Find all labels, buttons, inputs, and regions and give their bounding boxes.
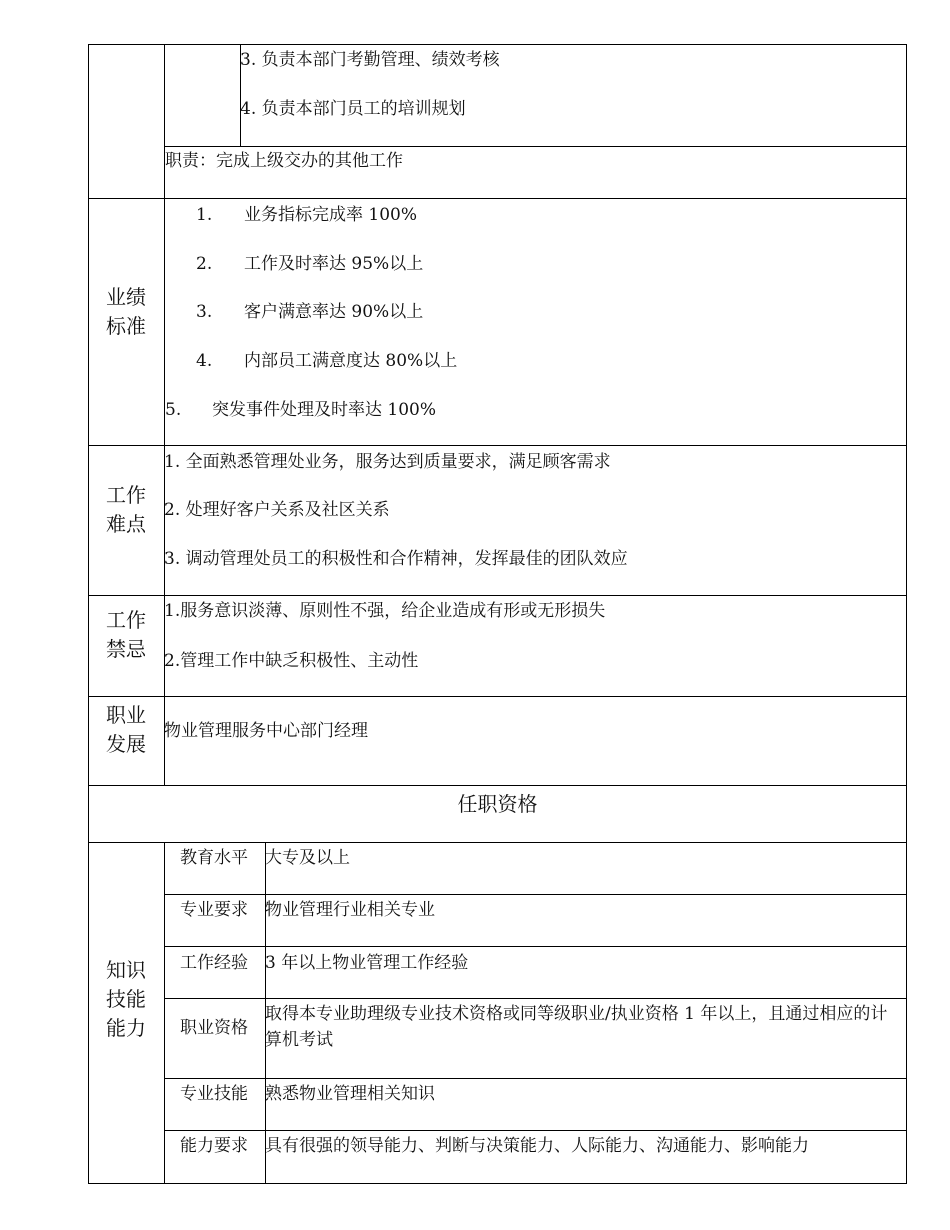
taboo-item: 1.服务意识淡薄、原则性不强，给企业造成有形或无形损失 — [164, 601, 606, 621]
performance-item: 客户满意率达 90%以上 — [244, 302, 424, 322]
qual-row-value: 熟悉物业管理相关知识 — [265, 1084, 435, 1104]
career-value: 物业管理服务中心部门经理 — [164, 721, 368, 741]
qual-row-name: 专业要求 — [180, 900, 248, 920]
qualifications-group-label-text: 知识技能能力 — [106, 958, 146, 1040]
career-label-text: 职业发展 — [106, 703, 146, 756]
duty-item: 3. 负责本部门考勤管理、绩效考核 — [240, 50, 500, 70]
duty-item: 4. 负责本部门员工的培训规划 — [240, 99, 466, 119]
qual-row-value: 具有很强的领导能力、判断与决策能力、人际能力、沟通能力、影响能力 — [265, 1136, 809, 1156]
qual-row-name: 能力要求 — [180, 1136, 248, 1156]
career-label — [88, 701, 164, 759]
qualifications-title: 任职资格 — [457, 792, 538, 816]
qual-row-value: 大专及以上 — [265, 848, 350, 868]
qual-row-value: 3 年以上物业管理工作经验 — [265, 953, 469, 973]
difficulties-label-text: 工作难点 — [106, 483, 146, 536]
performance-item: 业务指标完成率 100% — [244, 205, 418, 225]
taboos-label-text: 工作禁忌 — [106, 608, 146, 661]
performance-num: 1. — [196, 205, 213, 225]
performance-num: 5. — [165, 400, 182, 420]
performance-num: 3. — [196, 302, 213, 322]
difficulty-item: 3. 调动管理处员工的积极性和合作精神，发挥最佳的团队效应 — [164, 549, 628, 569]
performance-item: 突发事件处理及时率达 100% — [212, 400, 437, 420]
performance-item: 工作及时率达 95%以上 — [244, 254, 424, 274]
performance-label-text: 业绩标准 — [106, 285, 146, 338]
performance-item: 内部员工满意度达 80%以上 — [244, 351, 458, 371]
performance-label — [88, 283, 164, 341]
qual-row-name: 职业资格 — [180, 1018, 248, 1038]
taboo-item: 2.管理工作中缺乏积极性、主动性 — [164, 651, 419, 671]
qual-row-name: 工作经验 — [180, 953, 248, 973]
other-duty: 职责：完成上级交办的其他工作 — [165, 151, 403, 171]
difficulty-item: 1. 全面熟悉管理处业务，服务达到质量要求，满足顾客需求 — [164, 452, 611, 472]
performance-num: 2. — [196, 254, 213, 274]
performance-num: 4. — [196, 351, 213, 371]
qual-row-value: 取得本专业助理级专业技术资格或同等级职业/执业资格 1 年以上，且通过相应的计算机考试 — [265, 1004, 888, 1050]
qual-row-value: 物业管理行业相关专业 — [265, 900, 435, 920]
difficulties-label — [88, 481, 164, 539]
difficulty-item: 2. 处理好客户关系及社区关系 — [164, 500, 390, 520]
qual-row-name: 专业技能 — [180, 1084, 248, 1104]
qual-row-name: 教育水平 — [180, 848, 248, 868]
qualifications-group-label — [88, 956, 164, 1043]
taboos-label — [88, 606, 164, 664]
